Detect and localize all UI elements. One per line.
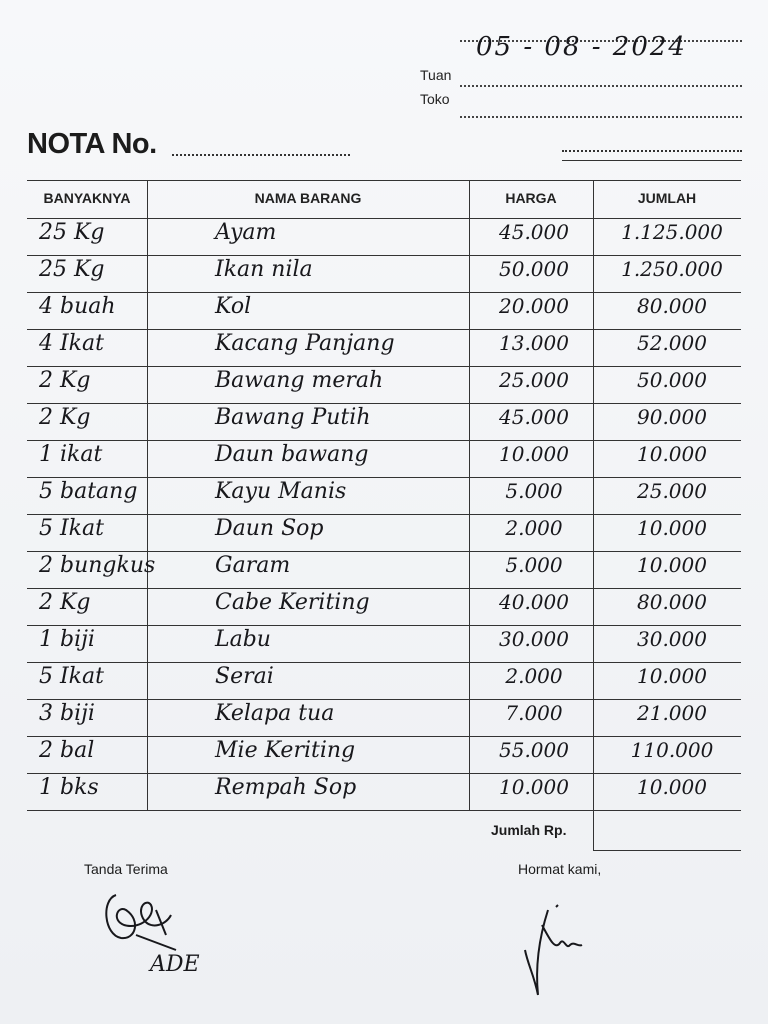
tuan-dotted-line — [460, 85, 742, 87]
hormat-kami-label: Hormat kami, — [518, 861, 602, 877]
item-price: 2.000 — [505, 664, 563, 688]
item-price: 40.000 — [499, 590, 569, 614]
item-price: 25.000 — [499, 368, 569, 392]
item-total: 80.000 — [637, 294, 707, 318]
item-price: 7.000 — [505, 701, 563, 725]
item-total: 10.000 — [637, 442, 707, 466]
table-row — [27, 514, 741, 551]
toko-dotted-line — [460, 116, 742, 118]
item-price: 45.000 — [499, 220, 569, 244]
item-quantity: 25 Kg — [39, 220, 105, 245]
item-name: Kelapa tua — [215, 701, 335, 726]
item-quantity: 25 Kg — [39, 257, 105, 282]
item-price: 5.000 — [505, 479, 563, 503]
item-name: Labu — [215, 627, 271, 652]
sender-signature — [520, 895, 590, 1000]
item-total: 25.000 — [637, 479, 707, 503]
item-quantity: 2 bungkus — [39, 553, 156, 578]
item-price: 45.000 — [499, 405, 569, 429]
item-total: 1.250.000 — [621, 257, 723, 281]
receiver-signature — [96, 880, 186, 960]
item-price: 2.000 — [505, 516, 563, 540]
item-total: 10.000 — [637, 553, 707, 577]
item-name: Garam — [215, 553, 291, 578]
header-jumlah: JUMLAH — [637, 190, 697, 206]
receipt-date: 05 - 08 - 2024 — [476, 32, 687, 62]
table-row — [27, 662, 741, 699]
item-total: 10.000 — [637, 516, 707, 540]
table-row — [27, 403, 741, 440]
item-price: 55.000 — [499, 738, 569, 762]
address-dotted-line — [562, 150, 742, 152]
item-quantity: 5 batang — [39, 479, 138, 504]
item-quantity: 1 bks — [39, 775, 99, 800]
item-quantity: 4 Ikat — [39, 331, 104, 356]
item-quantity: 5 Ikat — [39, 664, 104, 689]
table-row — [27, 440, 741, 477]
item-total: 110.000 — [630, 738, 714, 762]
item-total: 21.000 — [637, 701, 707, 725]
item-name: Bawang Putih — [215, 405, 371, 430]
table-top-border — [27, 180, 741, 181]
table-row — [27, 477, 741, 514]
item-quantity: 2 bal — [39, 738, 95, 763]
toko-label: Toko — [420, 91, 450, 107]
item-name: Daun bawang — [215, 442, 369, 467]
table-row — [27, 588, 741, 625]
header-harga: HARGA — [505, 190, 557, 206]
total-underline — [593, 850, 741, 851]
table-row — [27, 551, 741, 588]
table-row — [27, 366, 741, 403]
item-quantity: 2 Kg — [39, 405, 91, 430]
nota-title: NOTA No. — [27, 128, 157, 160]
row-divider — [27, 810, 741, 811]
item-quantity: 2 Kg — [39, 368, 91, 393]
item-name: Daun Sop — [215, 516, 324, 541]
item-quantity: 5 Ikat — [39, 516, 104, 541]
header-nama-barang: NAMA BARANG — [254, 190, 362, 206]
address-solid-line — [562, 160, 742, 161]
item-total: 1.125.000 — [621, 220, 723, 244]
item-name: Kayu Manis — [215, 479, 347, 504]
tanda-terima-label: Tanda Terima — [84, 861, 168, 877]
item-total: 52.000 — [637, 331, 707, 355]
item-quantity: 3 biji — [39, 701, 95, 726]
header-banyaknya: BANYAKNYA — [43, 190, 131, 206]
item-total: 10.000 — [637, 775, 707, 799]
item-name: Serai — [215, 664, 274, 689]
item-price: 13.000 — [499, 331, 569, 355]
item-price: 10.000 — [499, 775, 569, 799]
item-quantity: 1 biji — [39, 627, 95, 652]
item-total: 90.000 — [637, 405, 707, 429]
table-row — [27, 218, 741, 255]
tuan-label: Tuan — [420, 67, 452, 83]
item-name: Ikan nila — [215, 257, 313, 282]
table-row — [27, 736, 741, 773]
item-price: 50.000 — [499, 257, 569, 281]
item-total: 50.000 — [637, 368, 707, 392]
item-total: 30.000 — [637, 627, 707, 651]
table-row — [27, 773, 741, 810]
item-name: Cabe Keriting — [215, 590, 370, 615]
item-name: Kol — [215, 294, 252, 319]
item-name: Ayam — [215, 220, 277, 245]
table-row — [27, 292, 741, 329]
item-quantity: 4 buah — [39, 294, 116, 319]
table-row — [27, 255, 741, 292]
item-price: 30.000 — [499, 627, 569, 651]
table-row — [27, 625, 741, 662]
jumlah-label: Jumlah Rp. — [491, 822, 567, 838]
item-name: Mie Keriting — [215, 738, 356, 763]
item-price: 10.000 — [499, 442, 569, 466]
table-row — [27, 699, 741, 736]
item-name: Kacang Panjang — [215, 331, 395, 356]
nota-number-line — [172, 154, 350, 156]
item-price: 20.000 — [499, 294, 569, 318]
item-name: Bawang merah — [215, 368, 384, 393]
item-quantity: 1 ikat — [39, 442, 103, 467]
receiver-signature-name: ADE — [150, 952, 200, 977]
item-total: 10.000 — [637, 664, 707, 688]
table-row — [27, 329, 741, 366]
item-name: Rempah Sop — [215, 775, 357, 800]
item-total: 80.000 — [637, 590, 707, 614]
item-price: 5.000 — [505, 553, 563, 577]
item-quantity: 2 Kg — [39, 590, 91, 615]
